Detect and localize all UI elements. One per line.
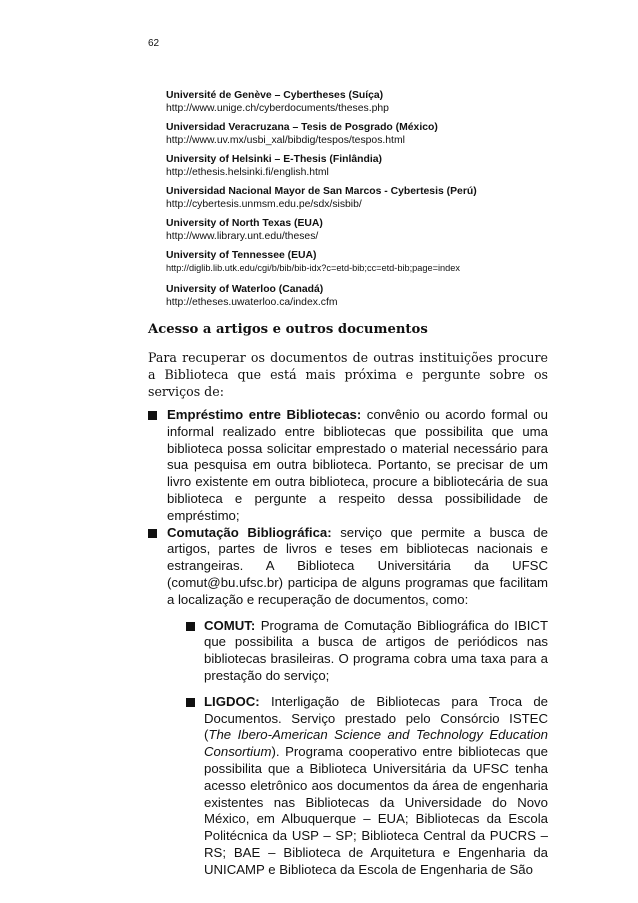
- item-label: COMUT:: [204, 617, 256, 633]
- square-bullet-icon: [148, 411, 157, 420]
- intro-paragraph: Para recuperar os documentos de outras instituições procure a Biblioteca que está mais próxima e pergunte sobre os serviços de:: [148, 350, 548, 400]
- list-item-comutacao: [148, 525, 548, 879]
- list-item: [166, 249, 566, 275]
- sub-list: [167, 618, 548, 879]
- item-text: serviço que permite a busca de artigos, partes de livros e teses em bibliotecas nacionais e estrangeiras. A Biblioteca Universitária da UFSC (comut@bu.ufsc.br) participa de alguns programas que facilitam a localização e recuperação de documentos, como:: [167, 524, 548, 607]
- square-bullet-icon: [186, 698, 195, 707]
- item-text: convênio ou acordo formal ou informal realizado entre bibliotecas que possibilita que uma biblioteca possa solicitar emprestado o material necessário para sua pesquisa em outra biblioteca. Portanto, se precisar de um livro existente em outra biblioteca, procure a bibliotecária de sua biblioteca e pergunte a respeito dessa possibilidade de empréstimo;: [167, 407, 548, 523]
- item-text: Programa de Comutação Bibliográfica do IBICT que possibilita a busca de artigos de periódicos nas bibliotecas brasileiras. O programa cobra uma taxa para a prestação do serviço;: [204, 617, 548, 683]
- institution-list: [166, 89, 566, 315]
- institution-url[interactable]: http://www.library.unt.edu/theses/: [166, 231, 319, 242]
- list-item-comut: [185, 618, 548, 685]
- institution-url[interactable]: http://www.unige.ch/cyberdocuments/theses.php: [166, 103, 389, 114]
- section-title: Acesso a artigos e outros documentos: [148, 322, 428, 337]
- institution-url[interactable]: http://etheses.uwaterloo.ca/index.cfm: [166, 297, 338, 308]
- list-item-emprestimo: [148, 407, 548, 525]
- institution-url[interactable]: http://www.uv.mx/usbi_xal/bibdig/tespos/tespos.html: [166, 135, 405, 146]
- institution-url[interactable]: http://ethesis.helsinki.fi/english.html: [166, 167, 329, 178]
- list-item-ligdoc: [185, 694, 548, 879]
- item-label: Empréstimo entre Bibliotecas:: [167, 407, 362, 422]
- list-item: [166, 153, 566, 179]
- institution-name: Universidad Nacional Mayor de San Marcos - Cybertesis (Perú): [166, 186, 477, 197]
- institution-url[interactable]: http://cybertesis.unmsm.edu.pe/sdx/sisbib/: [166, 199, 362, 210]
- institution-name: University of Tennessee (EUA): [166, 250, 317, 261]
- institution-name: University of Waterloo (Canadá): [166, 284, 324, 295]
- square-bullet-icon: [148, 529, 157, 538]
- list-item: [166, 121, 566, 147]
- list-item: [166, 217, 566, 243]
- services-list: [148, 407, 548, 888]
- institution-url[interactable]: http://diglib.lib.utk.edu/cgi/b/bib/bib-idx?c=etd-bib;cc=etd-bib;page=index: [166, 263, 460, 273]
- list-item: [166, 283, 566, 309]
- list-item: [166, 89, 566, 115]
- item-italic: The Ibero-American Science and Technology Education Consortium: [204, 727, 548, 760]
- item-label: LIGDOC:: [204, 693, 260, 709]
- page-number: 62: [148, 38, 160, 49]
- item-label: Comutação Bibliográfica:: [167, 524, 332, 540]
- item-text: ). Programa cooperativo entre bibliotecas que possibilita que a Biblioteca Universitária da UFSC tenha acesso eletrônico aos documentos da área de engenharia existentes nas Bibliotecas da Universidade do Novo México, em Albuquerque – EUA; Bibliotecas da Escola Politécnica da USP – SP; Biblioteca Central da PUCRS – RS; BAE – Biblioteca de Arquitetura e Engenharia da UNICAMP e Biblioteca da Escola de Engenharia de São: [204, 744, 548, 877]
- institution-name: Université de Genève – Cybertheses (Suíça): [166, 90, 384, 101]
- square-bullet-icon: [186, 622, 195, 631]
- institution-name: University of Helsinki – E-Thesis (Finlândia): [166, 154, 382, 165]
- institution-name: Universidad Veracruzana – Tesis de Posgrado (México): [166, 122, 438, 133]
- institution-name: University of North Texas (EUA): [166, 218, 323, 229]
- item-text: Interligação de Bibliotecas para Troca de Documentos. Serviço prestado pelo Consórcio ISTEC (: [204, 693, 548, 743]
- list-item: [166, 185, 566, 211]
